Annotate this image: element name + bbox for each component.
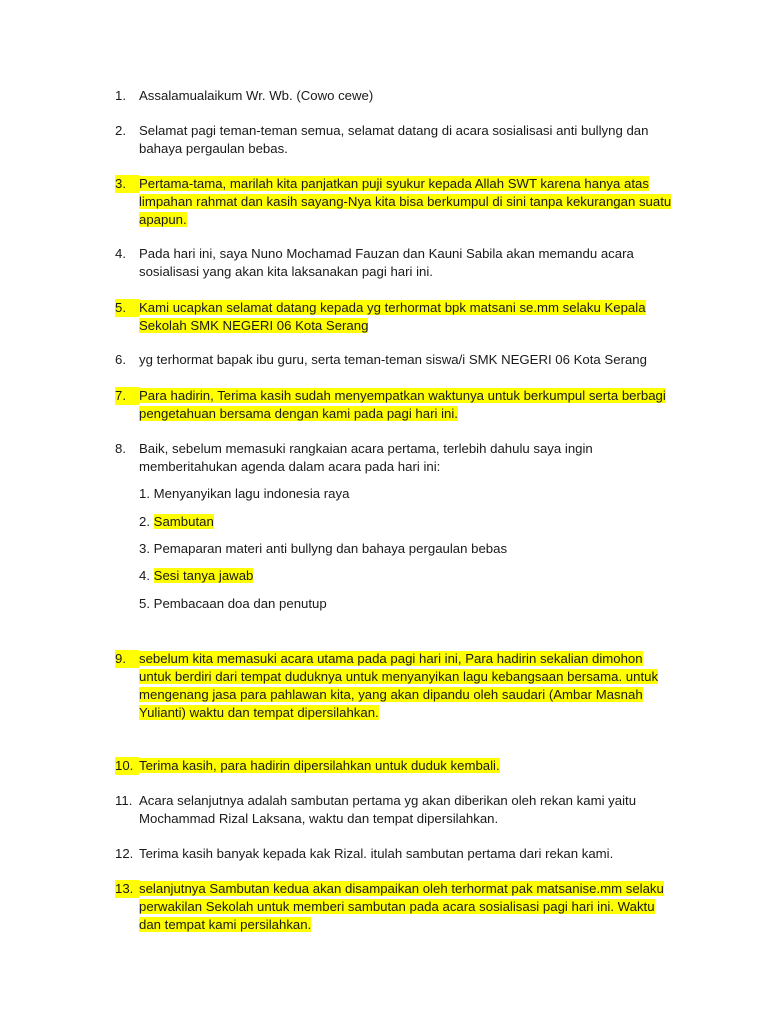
agenda-item-2	[139, 513, 214, 531]
list-item-8	[115, 440, 675, 476]
list-item-6	[115, 351, 675, 369]
list-number: 6.	[115, 352, 126, 367]
list-number: 5.	[115, 299, 139, 317]
list-text: Para hadirin, Terima kasih sudah menyempatkan waktunya untuk berkumpul serta berbagi pengetahuan bersama dengan kami pada pagi hari ini.	[139, 388, 666, 421]
list-number: 12.	[115, 846, 134, 861]
agenda-number: 2.	[139, 514, 154, 529]
list-item-13	[115, 880, 675, 934]
list-number: 9.	[115, 650, 139, 668]
list-item-9	[115, 650, 675, 722]
list-item-12	[115, 845, 675, 863]
list-text: Pada hari ini, saya Nuno Mochamad Fauzan dan Kauni Sabila akan memandu acara sosialisasi yang akan kita laksanakan pagi hari ini.	[139, 246, 634, 279]
list-item-2	[115, 122, 675, 158]
list-text: selanjutnya Sambutan kedua akan disampaikan oleh terhormat pak matsanise.mm selaku perwakilan Sekolah untuk memberi sambutan pada acara sosialisasi pagi hari ini. Waktu dan tempat kami persilahkan.	[139, 881, 664, 932]
list-text: Terima kasih banyak kepada kak Rizal. itulah sambutan pertama dari rekan kami.	[139, 846, 614, 861]
list-item-5	[115, 299, 675, 335]
agenda-text: Sesi tanya jawab	[153, 568, 254, 583]
list-item-1	[115, 87, 675, 105]
list-number: 7.	[115, 387, 139, 405]
list-text: Terima kasih, para hadirin dipersilahkan untuk duduk kembali.	[139, 758, 500, 773]
list-text: sebelum kita memasuki acara utama pada pagi hari ini, Para hadirin sekalian dimohon untuk berdiri dari tempat duduknya untuk menyanyikan lagu kebangsaan bersama. untuk mengenang jasa para pahlawan kita, yang akan dipandu oleh saudari (Ambar Masnah Yulianti) waktu dan tempat dipersilahkan.	[139, 651, 659, 720]
list-text: Selamat pagi teman-teman semua, selamat datang di acara sosialisasi anti bullyng dan bahaya pergaulan bebas.	[139, 123, 649, 156]
agenda-item-3	[139, 540, 507, 558]
list-number: 13.	[115, 880, 139, 898]
list-number: 8.	[115, 441, 126, 456]
list-number: 10.	[115, 757, 139, 775]
list-number: 1.	[115, 88, 126, 103]
list-item-3	[115, 175, 675, 229]
list-text: Acara selanjutnya adalah sambutan pertama yg akan diberikan oleh rekan kami yaitu Mochammad Rizal Laksana, waktu dan tempat dipersilahkan.	[139, 793, 637, 826]
agenda-item-1	[139, 485, 349, 503]
list-item-7	[115, 387, 675, 423]
agenda-text: Pemaparan materi anti bullyng dan bahaya pergaulan bebas	[153, 541, 508, 556]
agenda-number: 4.	[139, 568, 154, 583]
agenda-number: 5.	[139, 596, 154, 611]
list-number: 3.	[115, 175, 139, 193]
agenda-text: Menyanyikan lagu indonesia raya	[153, 486, 350, 501]
list-text: yg terhormat bapak ibu guru, serta teman-teman siswa/i SMK NEGERI 06 Kota Serang	[139, 352, 647, 367]
agenda-text: Pembacaan doa dan penutup	[153, 596, 327, 611]
list-text: Baik, sebelum memasuki rangkaian acara pertama, terlebih dahulu saya ingin memberitahukan agenda dalam acara pada hari ini:	[139, 441, 593, 474]
agenda-item-4	[139, 567, 253, 585]
list-item-11	[115, 792, 675, 828]
list-text: Kami ucapkan selamat datang kepada yg terhormat bpk matsani se.mm selaku Kepala Sekolah SMK NEGERI 06 Kota Serang	[139, 300, 646, 333]
list-number: 4.	[115, 246, 126, 261]
list-number: 2.	[115, 123, 126, 138]
list-item-10	[115, 757, 675, 775]
list-text: Pertama-tama, marilah kita panjatkan puji syukur kepada Allah SWT karena hanya atas limpahan rahmat dan kasih sayang-Nya kita bisa berkumpul di sini tanpa kekurangan suatu apapun.	[139, 176, 672, 227]
agenda-number: 1.	[139, 486, 154, 501]
agenda-text: Sambutan	[153, 514, 214, 529]
list-item-4	[115, 245, 675, 281]
list-number: 11.	[115, 793, 133, 808]
agenda-number: 3.	[139, 541, 154, 556]
list-text: Assalamualaikum Wr. Wb. (Cowo cewe)	[139, 88, 374, 103]
agenda-item-5	[139, 595, 327, 613]
